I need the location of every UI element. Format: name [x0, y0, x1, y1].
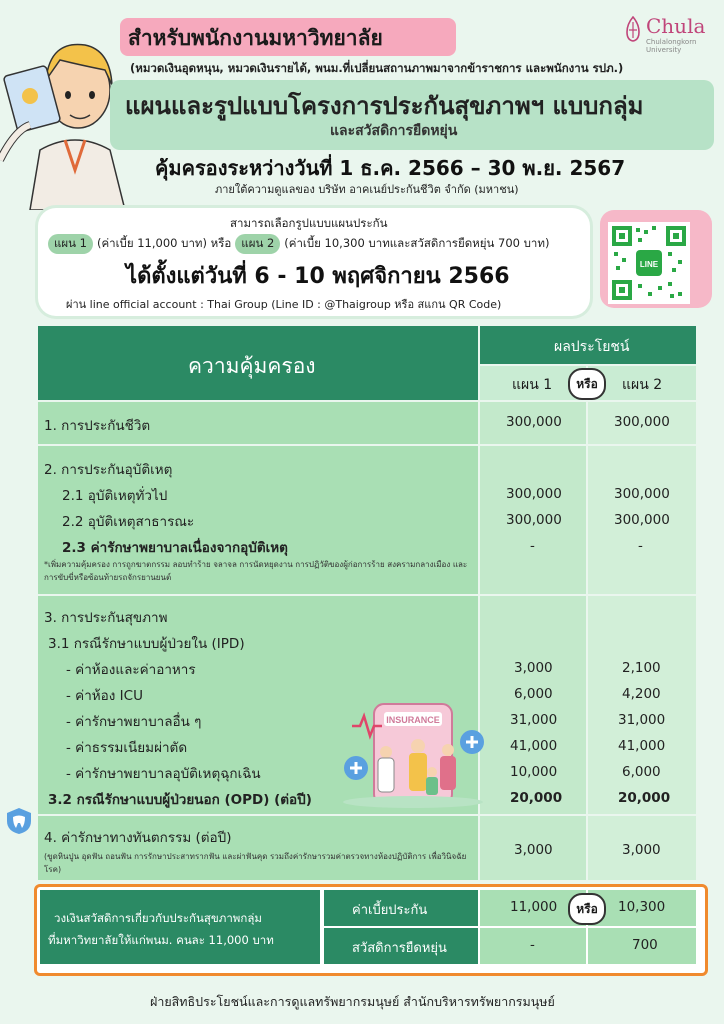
surgery-label: - ค่าธรรมเนียมผ่าตัด — [66, 740, 188, 756]
dental-note: (ขูดหินปูน อุดฟัน ถอนฟัน การรักษาประสาทรากฟัน และผ่าฟันคุด รวมถึงค่ารักษารวมค่าตรวจทางห้องปฏิบัติการ เพื่อวินิจฉัยโรค) — [44, 852, 467, 874]
room-food-p2: 2,100 — [622, 660, 661, 676]
accident-label: 2. การประกันอุบัติเหตุ — [44, 462, 173, 478]
room-food-label: - ค่าห้องและค่าอาหาร — [66, 662, 196, 678]
icu-p1: 6,000 — [514, 686, 553, 702]
icu-p2: 4,200 — [622, 686, 661, 702]
premium-label-cell — [324, 890, 478, 926]
plan2-text: (ค่าเบี้ย 10,300 บาทและสวัสดิการยืดหยุ่น 700 บาท) — [284, 236, 550, 250]
accident-general-label: 2.1 อุบัติเหตุทั่วไป — [62, 488, 168, 504]
table-header-coverage — [38, 326, 478, 400]
coverage-period: คุ้มครองระหว่างวันที่ 1 ธ.ค. 2566 – 30 พ.ย. 2567 — [155, 156, 626, 180]
dental-label: 4. ค่ารักษาทางทันตกรรม (ต่อปี) — [44, 830, 232, 846]
welfare-line1: วงเงินสวัสดิการเกี่ยวกับประกันสุขภาพกลุ่ม — [54, 911, 262, 925]
accident-general-p2: 300,000 — [614, 486, 670, 502]
accident-public-p1: 300,000 — [506, 512, 562, 528]
surgery-p2: 41,000 — [618, 738, 666, 754]
flex-p1: - — [530, 937, 535, 953]
accident-public-p2: 300,000 — [614, 512, 670, 528]
premium-or-badge: หรือ — [568, 893, 606, 925]
insurance-family-illustration — [338, 692, 488, 810]
accident-medical-p1: - — [530, 538, 535, 554]
accident-public-label: 2.2 อุบัติเหตุสาธารณะ — [62, 514, 195, 530]
chula-logo-icon — [623, 16, 643, 42]
plan2-header-label: แผน 2 — [622, 377, 663, 393]
qr-code-icon[interactable] — [608, 222, 690, 304]
premium-p2: 10,300 — [618, 899, 666, 915]
welfare-line2: ที่มหาวิทยาลัยให้แก่พนม. คนละ 11,000 บาท — [48, 933, 274, 947]
row-health-p1 — [480, 596, 586, 814]
page-title: สำหรับพนักงานมหาวิทยาลัย — [128, 26, 383, 50]
selection-channel: ผ่าน line official account : Thai Group (Line ID : @Thaigroup หรือ สแกน QR Code) — [66, 298, 502, 311]
logo-name: Chula — [646, 14, 706, 38]
ipd-label: 3.1 กรณีรักษาแบบผู้ป่วยใน (IPD) — [48, 636, 245, 652]
plan1-text: (ค่าเบี้ย 11,000 บาท) หรือ — [96, 236, 232, 250]
plan-title-sub: และสวัสดิการยืดหยุ่น — [330, 123, 458, 139]
plan1-header-label: แผน 1 — [512, 377, 553, 393]
qr-line-label: LINE — [639, 260, 659, 269]
other-medical-label: - ค่ารักษาพยาบาลอื่น ๆ — [66, 714, 202, 730]
icu-label: - ค่าห้อง ICU — [66, 688, 143, 704]
logo-subtitle: Chulalongkorn University — [646, 38, 697, 54]
welfare-description — [40, 890, 320, 964]
opd-p2: 20,000 — [618, 790, 671, 806]
life-insurance-label: 1. การประกันชีวิต — [44, 418, 151, 434]
selection-plans — [48, 234, 549, 254]
insurer-line: ภายใต้ความดูแลของ บริษัท อาคเนย์ประกันชีวิต จำกัด (มหาชน) — [215, 183, 519, 196]
or-badge: หรือ — [568, 368, 606, 400]
life-p2-value: 300,000 — [614, 414, 670, 430]
flex-p2: 700 — [632, 937, 658, 953]
coverage-header-label: ความคุ้มครอง — [188, 354, 316, 378]
accident-medical-p2: - — [638, 538, 643, 554]
row-health-p2 — [588, 596, 696, 814]
other-medical-p2: 31,000 — [618, 712, 666, 728]
benefit-header-label: ผลประโยชน์ — [554, 339, 630, 355]
page-subtitle: (หมวดเงินอุดหนุน, หมวดเงินรายได้, พนม.ที่เปลี่ยนสถานภาพมาจากข้าราชการ และพนักงาน รปภ.) — [130, 61, 624, 75]
accident-note: *เพิ่มความคุ้มครอง การถูกฆาตกรรม ลอบทำร้าย จลาจล การนัดหยุดงาน การปฏิวัติของผู้ก่อการร้าย สงครามกลางเมือง และการขับขี่หรือซ้อนท้ายรถจักรยานยนต์ — [44, 560, 468, 582]
premium-p1: 11,000 — [510, 899, 558, 915]
accident-medical-label: 2.3 ค่ารักษาพยาบาลเนื่องจากอุบัติเหตุ — [62, 540, 288, 556]
footer-department: ฝ่ายสิทธิประโยชน์และการดูแลทรัพยากรมนุษย์ สำนักบริหารทรัพยากรมนุษย์ — [150, 994, 555, 1009]
health-label: 3. การประกันสุขภาพ — [44, 610, 168, 626]
plan1-pill: แผน 1 — [48, 234, 93, 254]
selection-date: ได้ตั้งแต่วันที่ 6 - 10 พฤศจิกายน 2566 — [126, 264, 510, 289]
accident-general-p1: 300,000 — [506, 486, 562, 502]
flex-label-cell — [324, 928, 478, 964]
opd-p1: 20,000 — [510, 790, 563, 806]
plan-title: แผนและรูปแบบโครงการประกันสุขภาพฯ แบบกลุ่ม — [125, 92, 644, 120]
tooth-shield-icon — [4, 806, 34, 836]
emergency-label: - ค่ารักษาพยาบาลอุบัติเหตุฉุกเฉิน — [66, 766, 261, 782]
surgery-p1: 41,000 — [510, 738, 558, 754]
life-p1-value: 300,000 — [506, 414, 562, 430]
room-food-p1: 3,000 — [514, 660, 553, 676]
table-header-benefit — [480, 326, 696, 364]
insurance-word: INSURANCE — [386, 715, 440, 725]
flex-label: สวัสดิการยืดหยุ่น — [352, 941, 447, 956]
emergency-p2: 6,000 — [622, 764, 661, 780]
premium-label: ค่าเบี้ยประกัน — [352, 903, 428, 918]
plan2-pill: แผน 2 — [235, 234, 280, 254]
other-medical-p1: 31,000 — [510, 712, 558, 728]
emergency-p1: 10,000 — [510, 764, 558, 780]
dental-p2: 3,000 — [622, 842, 661, 858]
opd-label: 3.2 กรณีรักษาแบบผู้ป่วยนอก (OPD) (ต่อปี) — [48, 792, 312, 808]
selection-intro: สามารถเลือกรูปแบบแผนประกัน — [230, 216, 388, 230]
dental-p1: 3,000 — [514, 842, 553, 858]
